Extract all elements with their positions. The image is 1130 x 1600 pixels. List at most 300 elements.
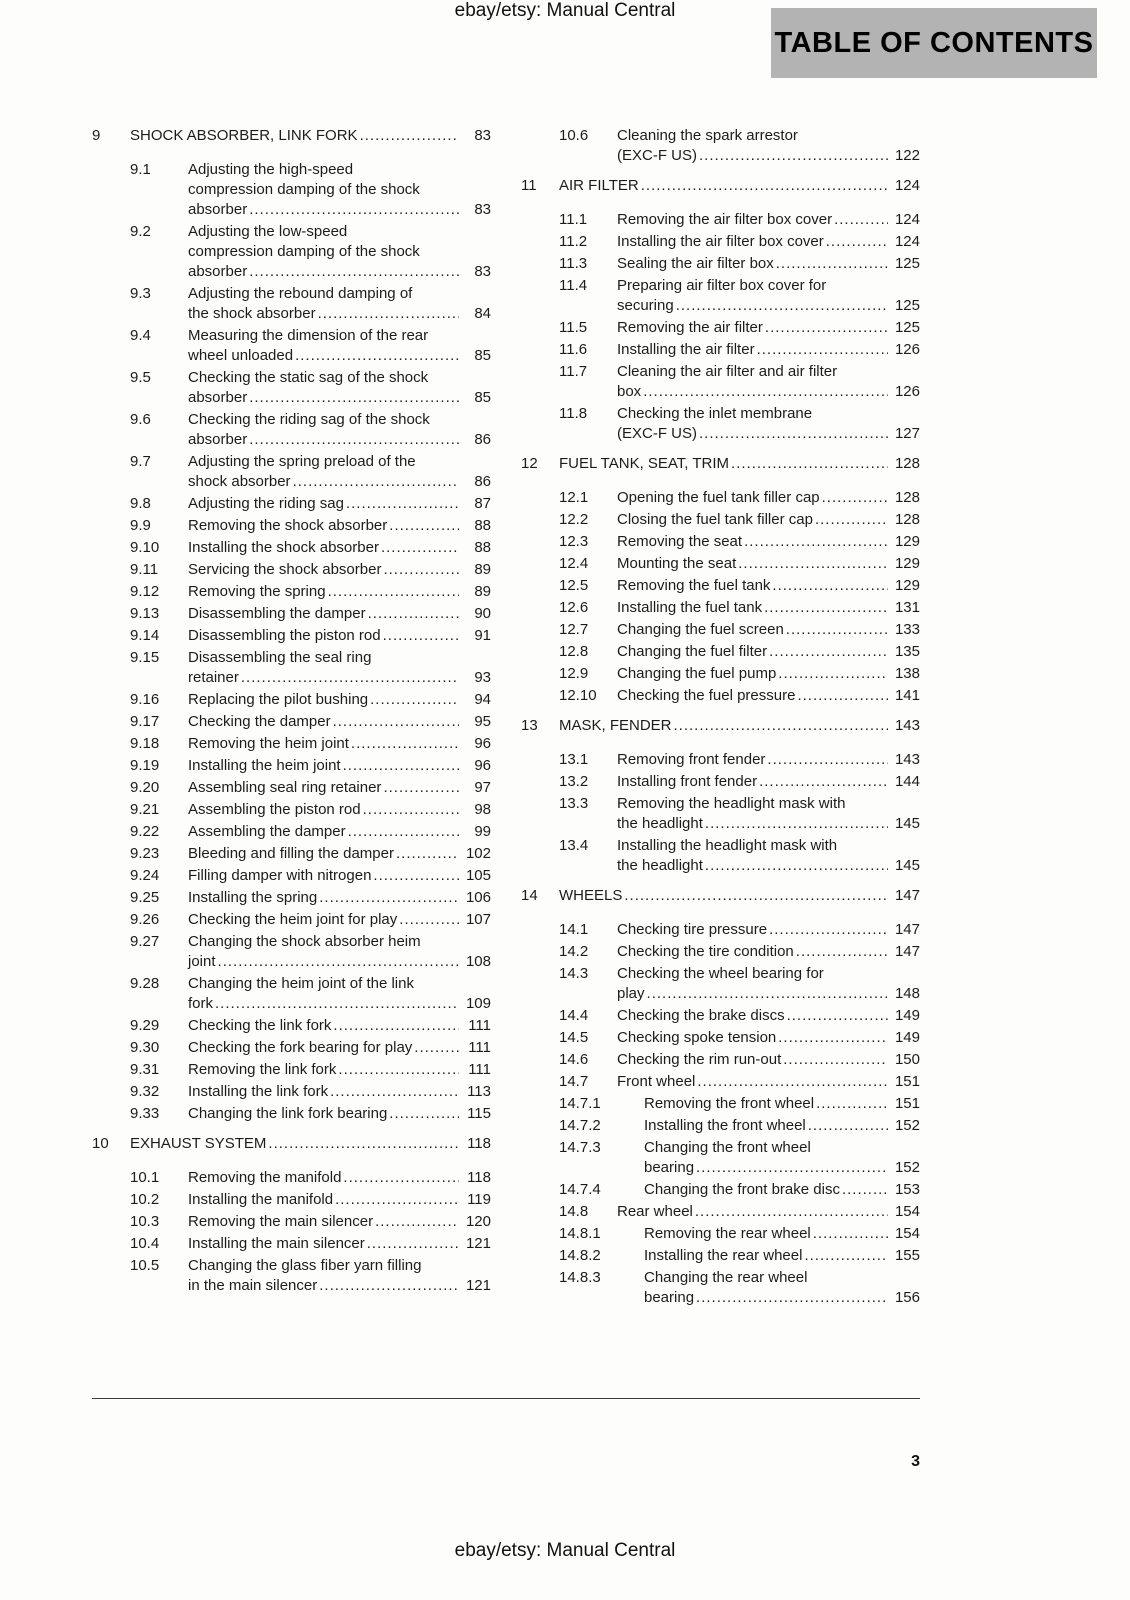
entry-body <box>617 362 920 402</box>
entry-title-line: Removing the main silencer <box>188 1213 374 1230</box>
entry-number: 14.7.4 <box>559 1181 601 1198</box>
entry-last-line <box>644 1180 920 1200</box>
entry-body <box>188 932 491 972</box>
toc-entry <box>521 532 920 552</box>
entry-last-line <box>188 1190 491 1210</box>
section-number: 14 <box>521 887 538 904</box>
dot-leader <box>699 424 888 444</box>
section-page-number: 124 <box>894 177 920 194</box>
entry-title-line: Installing the fuel tank <box>617 599 763 616</box>
entry-title-line: Cleaning the air filter and air filter <box>617 363 838 380</box>
toc-entry <box>92 974 491 1014</box>
entry-page-number: 94 <box>474 691 491 708</box>
dot-leader <box>343 1168 459 1188</box>
entry-title-line: joint <box>188 953 216 970</box>
toc-entry <box>521 340 920 360</box>
toc-entry <box>92 1190 491 1210</box>
entry-body <box>617 276 920 316</box>
dot-leader <box>697 1072 888 1092</box>
entry-number: 14.6 <box>559 1051 589 1068</box>
entry-page-number: 151 <box>894 1073 920 1090</box>
dot-leader <box>333 1016 459 1036</box>
dot-leader <box>767 750 888 770</box>
entry-page-number: 89 <box>474 583 491 600</box>
entry-body <box>188 844 491 864</box>
entry-title-line: Installing front fender <box>617 773 758 790</box>
entry-body <box>188 1190 491 1210</box>
entry-number: 9.6 <box>130 411 151 428</box>
entry-body <box>617 1028 920 1048</box>
entry-last-line <box>188 1082 491 1102</box>
entry-page-number: 148 <box>894 985 920 1002</box>
dot-leader <box>295 346 459 366</box>
entry-title-line: Assembling the piston rod <box>188 801 361 818</box>
toc-entry <box>521 686 920 706</box>
entry-number: 11.3 <box>559 255 588 272</box>
toc-entry <box>521 210 920 230</box>
entry-body <box>188 1082 491 1102</box>
entry-number: 9.28 <box>130 975 160 992</box>
entry-title-line: Adjusting the rebound damping of <box>188 285 413 302</box>
entry-number: 9.11 <box>130 561 159 578</box>
toc-entry <box>521 488 920 508</box>
section-page-number: 143 <box>894 717 920 734</box>
entry-title-line: Disassembling the seal ring <box>188 649 372 666</box>
entry-title-line: Installing the spring <box>188 889 318 906</box>
dot-leader <box>373 866 459 886</box>
dot-leader <box>338 1060 459 1080</box>
toc-entry <box>92 1234 491 1254</box>
entry-last-line <box>617 598 920 618</box>
entry-title-line: box <box>617 383 642 400</box>
entry-body <box>644 1138 920 1178</box>
dot-leader <box>241 668 459 688</box>
entry-body <box>617 232 920 252</box>
dot-leader <box>759 772 888 792</box>
entry-last-line <box>617 554 920 574</box>
section-title: MASK, FENDER <box>559 717 672 734</box>
entry-title-line: Disassembling the piston rod <box>188 627 381 644</box>
entry-number: 9.12 <box>130 583 160 600</box>
entry-number: 14.7.3 <box>559 1139 601 1156</box>
dot-leader <box>765 318 888 338</box>
entry-number: 9.22 <box>130 823 160 840</box>
entry-body <box>644 1268 920 1308</box>
entry-title-line: Removing the air filter box cover <box>617 211 833 228</box>
dot-leader <box>383 626 459 646</box>
entry-last-line <box>188 538 491 558</box>
dot-leader <box>249 200 459 220</box>
entry-body <box>617 620 920 640</box>
entry-page-number: 111 <box>468 1017 491 1034</box>
entry-last-line <box>617 532 920 552</box>
entry-page-number: 118 <box>467 1169 491 1186</box>
toc-entry <box>92 222 491 282</box>
entry-body <box>130 1134 491 1154</box>
dot-leader <box>695 1202 888 1222</box>
toc-entry <box>521 1028 920 1048</box>
entry-last-line <box>188 472 491 492</box>
entry-body <box>617 964 920 1004</box>
entry-page-number: 149 <box>894 1007 920 1024</box>
dot-leader <box>367 1234 459 1254</box>
entry-title-line: absorber <box>188 263 248 280</box>
entry-number: 13.1 <box>559 751 589 768</box>
entry-page-number: 153 <box>894 1181 920 1198</box>
entry-title-line: bearing <box>644 1159 695 1176</box>
entry-last-line <box>644 1158 920 1178</box>
entry-number: 12.7 <box>559 621 589 638</box>
toc-entry <box>92 626 491 646</box>
entry-last-line <box>617 642 920 662</box>
entry-last-line <box>188 994 491 1014</box>
dot-leader <box>643 382 888 402</box>
entry-title-line: play <box>617 985 645 1002</box>
entry-body <box>188 494 491 514</box>
entry-number: 9.9 <box>130 517 151 534</box>
entry-title-line: Changing the fuel pump <box>617 665 777 682</box>
entry-last-line <box>644 1094 920 1114</box>
dot-leader <box>769 642 888 662</box>
entry-last-line <box>130 1134 491 1154</box>
toc-entry <box>92 452 491 492</box>
toc-entry <box>521 232 920 252</box>
entry-number: 9.2 <box>130 223 151 240</box>
entry-title-line: absorber <box>188 431 248 448</box>
entry-number: 12.1 <box>559 489 589 506</box>
dot-leader <box>368 604 459 624</box>
entry-number: 12.2 <box>559 511 589 528</box>
toc-title-box <box>771 8 1097 78</box>
entry-page-number: 89 <box>474 561 491 578</box>
entry-last-line <box>617 254 920 274</box>
entry-last-line <box>188 346 491 366</box>
entry-title-line: Assembling seal ring retainer <box>188 779 382 796</box>
dot-leader <box>343 756 459 776</box>
entry-number: 12.9 <box>559 665 589 682</box>
dot-leader <box>696 1288 888 1308</box>
entry-page-number: 99 <box>474 823 491 840</box>
entry-number: 14.7.1 <box>559 1095 601 1112</box>
entry-body <box>188 604 491 624</box>
toc-entry <box>521 1094 920 1114</box>
entry-last-line <box>188 516 491 536</box>
entry-title-line: wheel unloaded <box>188 347 294 364</box>
entry-title-line: Changing the fuel filter <box>617 643 768 660</box>
entry-page-number: 151 <box>894 1095 920 1112</box>
entry-body <box>617 686 920 706</box>
dot-leader <box>796 942 888 962</box>
entry-last-line <box>188 888 491 908</box>
entry-page-number: 87 <box>474 495 491 512</box>
entry-number: 13.3 <box>559 795 589 812</box>
entry-number: 11.8 <box>559 405 588 422</box>
toc-entry <box>92 822 491 842</box>
entry-page-number: 127 <box>894 425 920 442</box>
toc-entry <box>92 410 491 450</box>
entry-page-number: 106 <box>465 889 491 906</box>
entry-title-line: compression damping of the shock <box>188 243 420 260</box>
entry-body <box>188 326 491 366</box>
toc-entry <box>521 510 920 530</box>
dot-leader <box>772 576 888 596</box>
toc-entry <box>521 1072 920 1092</box>
dot-leader <box>705 856 888 876</box>
toc-entry <box>521 276 920 316</box>
entry-number: 14.1 <box>559 921 589 938</box>
dot-leader <box>624 886 888 906</box>
entry-page-number: 154 <box>894 1203 920 1220</box>
entry-page-number: 129 <box>894 577 920 594</box>
entry-body <box>188 1104 491 1124</box>
toc-entry <box>92 516 491 536</box>
entry-page-number: 83 <box>474 201 491 218</box>
entry-number: 14.5 <box>559 1029 589 1046</box>
entry-title-line: Assembling the damper <box>188 823 346 840</box>
section-page-number: 128 <box>894 455 920 472</box>
dot-leader <box>399 910 459 930</box>
toc-entry <box>92 1038 491 1058</box>
entry-last-line <box>617 920 920 940</box>
watermark-bottom: ebay/etsy: Manual Central <box>454 1540 676 1561</box>
dot-leader <box>335 1190 459 1210</box>
entry-title-line: Adjusting the low-speed <box>188 223 348 240</box>
toc-entry <box>92 1016 491 1036</box>
toc-entry <box>92 1256 491 1296</box>
entry-title-line: compression damping of the shock <box>188 181 420 198</box>
dot-leader <box>757 340 888 360</box>
entry-number: 10.2 <box>130 1191 160 1208</box>
dot-leader <box>797 686 888 706</box>
entry-last-line <box>188 304 491 324</box>
entry-body <box>188 1016 491 1036</box>
section-number: 13 <box>521 717 538 734</box>
entry-number: 9.21 <box>130 801 160 818</box>
entry-page-number: 113 <box>467 1083 491 1100</box>
entry-number: 12.3 <box>559 533 589 550</box>
toc-entry <box>521 404 920 444</box>
entry-last-line <box>188 800 491 820</box>
entry-body <box>617 488 920 508</box>
entry-title-line: Removing front fender <box>617 751 766 768</box>
entry-number: 10.4 <box>130 1235 160 1252</box>
entry-page-number: 111 <box>468 1039 491 1056</box>
entry-body <box>644 1180 920 1200</box>
entry-body <box>617 942 920 962</box>
toc-entry <box>92 712 491 732</box>
entry-number: 11.5 <box>559 319 588 336</box>
toc-title: TABLE OF CONTENTS <box>774 27 1094 59</box>
toc-section <box>521 126 920 166</box>
section-title: EXHAUST SYSTEM <box>130 1135 267 1152</box>
entry-title-line: Installing the link fork <box>188 1083 329 1100</box>
entry-body <box>188 1256 491 1296</box>
entry-title-line: Installing the manifold <box>188 1191 334 1208</box>
entry-number: 10.3 <box>130 1213 160 1230</box>
entry-page-number: 129 <box>894 533 920 550</box>
dot-leader <box>674 716 888 736</box>
toc-entry <box>92 604 491 624</box>
entry-title-line: Mounting the seat <box>617 555 737 572</box>
entry-page-number: 152 <box>894 1117 920 1134</box>
toc-entry <box>521 576 920 596</box>
toc-section-header <box>521 176 920 196</box>
entry-last-line <box>617 664 920 684</box>
entry-title-line: Removing the manifold <box>188 1169 342 1186</box>
entry-title-line: Removing the shock absorber <box>188 517 388 534</box>
toc-entry <box>521 1202 920 1222</box>
entry-page-number: 84 <box>474 305 491 322</box>
entry-body <box>617 836 920 876</box>
entry-title-line: Opening the fuel tank filler cap <box>617 489 820 506</box>
entry-body <box>617 554 920 574</box>
toc-entry <box>92 1082 491 1102</box>
toc-entry <box>92 648 491 688</box>
dot-leader <box>348 822 459 842</box>
entry-page-number: 98 <box>474 801 491 818</box>
entry-last-line <box>188 952 491 972</box>
entry-body <box>188 582 491 602</box>
toc-entry <box>521 1050 920 1070</box>
section-page-number: 83 <box>474 127 491 144</box>
dot-leader <box>318 304 459 324</box>
entry-page-number: 122 <box>894 147 920 164</box>
dot-leader <box>842 1180 888 1200</box>
dot-leader <box>813 1224 888 1244</box>
toc-section-header <box>92 126 491 146</box>
toc-section-header <box>521 716 920 736</box>
entry-title-line: Installing the air filter box cover <box>617 233 824 250</box>
entry-last-line <box>188 430 491 450</box>
section-title: AIR FILTER <box>559 177 639 194</box>
dot-leader <box>346 494 459 514</box>
entry-number: 14.8.3 <box>559 1269 601 1286</box>
entry-body <box>188 690 491 710</box>
toc-entry <box>521 1246 920 1266</box>
entry-last-line <box>188 910 491 930</box>
entry-body <box>188 888 491 908</box>
entry-last-line <box>188 822 491 842</box>
toc-entry <box>521 964 920 1004</box>
entry-number: 9.24 <box>130 867 160 884</box>
entry-title-line: Changing the glass fiber yarn filling <box>188 1257 422 1274</box>
entry-title-line: Checking the brake discs <box>617 1007 785 1024</box>
toc-entry <box>92 538 491 558</box>
entry-number: 14.7 <box>559 1073 589 1090</box>
entry-page-number: 147 <box>894 921 920 938</box>
dot-leader <box>804 1246 888 1266</box>
entry-page-number: 96 <box>474 735 491 752</box>
toc-entry <box>92 368 491 408</box>
dot-leader <box>396 844 459 864</box>
entry-last-line <box>617 750 920 770</box>
entry-number: 9.30 <box>130 1039 160 1056</box>
entry-number: 14.2 <box>559 943 589 960</box>
dot-leader <box>778 664 888 684</box>
dot-leader <box>816 1094 888 1114</box>
entry-title-line: Adjusting the riding sag <box>188 495 344 512</box>
entry-page-number: 128 <box>894 511 920 528</box>
entry-page-number: 124 <box>894 211 920 228</box>
entry-body <box>188 648 491 688</box>
entry-number: 14.8.2 <box>559 1247 601 1264</box>
dot-leader <box>319 1276 459 1296</box>
entry-last-line <box>188 778 491 798</box>
toc-entry <box>92 1212 491 1232</box>
entry-number: 9.15 <box>130 649 160 666</box>
dot-leader <box>249 388 459 408</box>
entry-number: 9.1 <box>130 161 151 178</box>
entry-body <box>188 734 491 754</box>
toc-entry <box>92 326 491 366</box>
dot-leader <box>293 472 459 492</box>
entry-last-line <box>644 1288 920 1308</box>
toc-section <box>521 454 920 706</box>
entry-page-number: 149 <box>894 1029 920 1046</box>
entry-body <box>617 576 920 596</box>
entry-body <box>617 664 920 684</box>
entry-page-number: 107 <box>465 911 491 928</box>
dot-leader <box>383 778 459 798</box>
entry-title-line: Removing the seat <box>617 533 743 550</box>
section-page-number: 118 <box>467 1135 491 1152</box>
entry-page-number: 145 <box>894 815 920 832</box>
entry-title-line: the shock absorber <box>188 305 316 322</box>
entry-number: 9.33 <box>130 1105 160 1122</box>
entry-body <box>617 254 920 274</box>
entry-title-line: Installing the rear wheel <box>644 1247 803 1264</box>
section-number: 11 <box>521 177 537 194</box>
dot-leader <box>389 516 459 536</box>
entry-title-line: Checking the riding sag of the shock <box>188 411 430 428</box>
entry-last-line <box>617 510 920 530</box>
entry-number: 10.5 <box>130 1257 160 1274</box>
entry-title-line: Checking the heim joint for play <box>188 911 398 928</box>
entry-number: 9.13 <box>130 605 160 622</box>
toc-section <box>521 176 920 444</box>
entry-last-line <box>644 1224 920 1244</box>
dot-leader <box>699 146 888 166</box>
entry-number: 12.5 <box>559 577 589 594</box>
entry-number: 11.6 <box>559 341 588 358</box>
entry-last-line <box>617 382 920 402</box>
entry-number: 9.5 <box>130 369 151 386</box>
entry-title-line: the headlight <box>617 857 703 874</box>
entry-body <box>617 532 920 552</box>
entry-number: 13.4 <box>559 837 589 854</box>
entry-page-number: 115 <box>467 1105 491 1122</box>
toc-content <box>92 126 920 1310</box>
toc-entry <box>521 1224 920 1244</box>
entry-body <box>188 866 491 886</box>
entry-last-line <box>644 1246 920 1266</box>
entry-title-line: Removing the spring <box>188 583 326 600</box>
entry-body <box>617 318 920 338</box>
footer-rule <box>92 1398 920 1399</box>
dot-leader <box>389 1104 459 1124</box>
entry-number: 9.20 <box>130 779 160 796</box>
dot-leader <box>333 712 459 732</box>
entry-last-line <box>188 844 491 864</box>
dot-leader <box>834 210 888 230</box>
entry-title-line: Disassembling the damper <box>188 605 366 622</box>
entry-number: 10.1 <box>130 1169 160 1186</box>
entry-page-number: 121 <box>465 1235 491 1252</box>
entry-title-line: Installing the air filter <box>617 341 755 358</box>
entry-number: 9.14 <box>130 627 160 644</box>
entry-last-line <box>188 1168 491 1188</box>
entry-body <box>617 510 920 530</box>
